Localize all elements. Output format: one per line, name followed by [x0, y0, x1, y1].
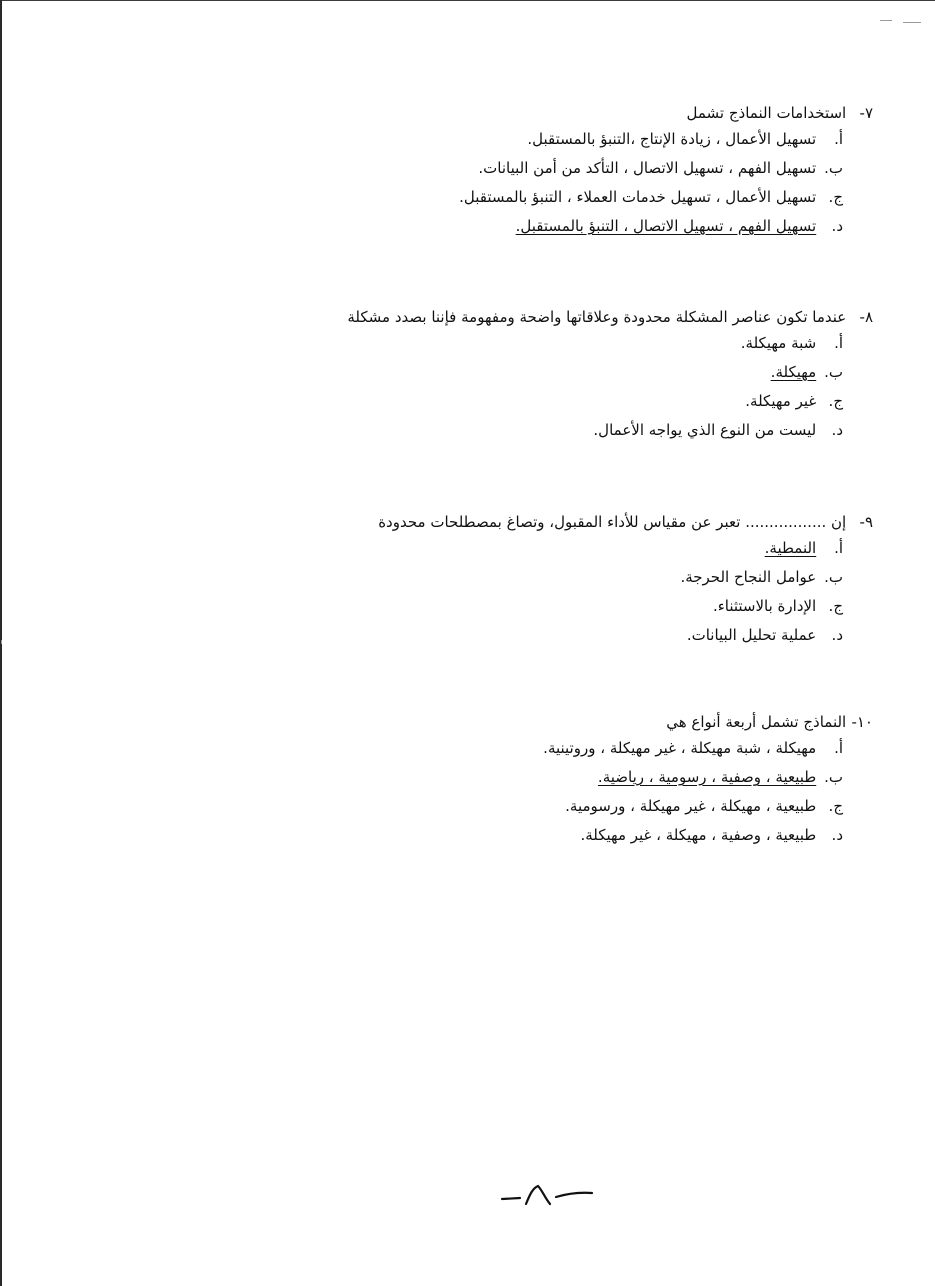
option-answer: [223, 358, 843, 387]
option-answer: [253, 212, 843, 241]
option: [223, 416, 843, 445]
option-letter: ج.: [828, 797, 843, 815]
question-number: ٩-: [859, 513, 873, 531]
option-text: طبيعية ، وصفية ، رسومية ، رياضية.: [597, 768, 817, 786]
question-10: [253, 710, 873, 850]
option: [253, 621, 843, 650]
option: [253, 183, 843, 212]
option-letter: أ.: [834, 739, 843, 757]
page-number-text: [500, 1182, 501, 1183]
handwritten-page-number: [500, 1182, 595, 1212]
option-letter: أ.: [834, 539, 843, 557]
question-number: ٨-: [859, 308, 873, 326]
question-7: [253, 101, 873, 241]
question-8: [223, 305, 873, 445]
scan-speck: [903, 22, 921, 23]
option-text: عوامل النجاح الحرجة.: [680, 568, 817, 586]
option-letter: ج.: [828, 392, 843, 410]
option: [223, 387, 843, 416]
option-letter: د.: [831, 421, 843, 439]
option: [223, 329, 843, 358]
question-stem: [253, 101, 873, 125]
option-text: طبيعية ، مهيكلة ، غير مهيكلة ، ورسومية.: [565, 797, 817, 815]
option-letter: ب.: [824, 363, 843, 381]
scan-edge-top: [0, 0, 935, 1]
option: [253, 563, 843, 592]
option-letter: أ.: [834, 130, 843, 148]
question-stem: [253, 710, 873, 734]
option-text: تسهيل الفهم ، تسهيل الاتصال ، التنبؤ بالمستقبل.: [515, 217, 817, 235]
option-text: تسهيل الفهم ، تسهيل الاتصال ، التأكد من أمن البيانات.: [478, 159, 817, 177]
option-text: الإدارة بالاستثناء.: [712, 597, 817, 615]
option: [253, 592, 843, 621]
option-letter: ب.: [824, 159, 843, 177]
option-letter: ب.: [824, 768, 843, 786]
option-list: [253, 734, 843, 850]
question-text: إن ................. تعبر عن مقياس للأداء المقبول، وتصاغ بمصطلحات محدودة: [378, 513, 847, 531]
question-text: استخدامات النماذج تشمل: [686, 104, 847, 122]
option-text: عملية تحليل البيانات.: [686, 626, 817, 644]
option-letter: د.: [831, 826, 843, 844]
option-text: تسهيل الأعمال ، تسهيل خدمات العملاء ، التنبؤ بالمستقبل.: [459, 188, 817, 206]
option-letter: ج.: [828, 188, 843, 206]
option-text: ليست من النوع الذي يواجه الأعمال.: [593, 421, 817, 439]
option-list: [253, 534, 843, 650]
option-text: مهيكلة.: [770, 363, 817, 381]
option-letter: أ.: [834, 334, 843, 352]
option: [253, 734, 843, 763]
option-text: شبة مهيكلة.: [740, 334, 817, 352]
question-number: ٧-: [859, 104, 873, 122]
option: [253, 154, 843, 183]
option-text: طبيعية ، وصفية ، مهيكلة ، غير مهيكلة.: [580, 826, 817, 844]
option-answer: [253, 534, 843, 563]
page-number: [500, 1182, 595, 1212]
option: [253, 125, 843, 154]
option-letter: ج.: [828, 597, 843, 615]
question-stem: [253, 510, 873, 534]
option-list: [223, 329, 843, 445]
scan-speck: [880, 20, 892, 21]
option-list: [253, 125, 843, 241]
question-text: عندما تكون عناصر المشكلة محدودة وعلاقاتها واضحة ومفهومة فإننا بصدد مشكلة: [347, 308, 847, 326]
option: [253, 792, 843, 821]
option-text: تسهيل الأعمال ، زيادة الإنتاج ،التنبؤ بالمستقبل.: [527, 130, 817, 148]
option: [253, 821, 843, 850]
scan-speck: [1, 640, 2, 644]
option-letter: ب.: [824, 568, 843, 586]
option-text: مهيكلة ، شبة مهيكلة ، غير مهيكلة ، وروتينية.: [543, 739, 817, 757]
option-answer: [253, 763, 843, 792]
option-text: النمطية.: [764, 539, 817, 557]
option-letter: د.: [831, 626, 843, 644]
question-number: ١٠-: [851, 713, 873, 731]
question-stem: [223, 305, 873, 329]
question-text: النماذج تشمل أربعة أنواع هي: [666, 713, 847, 731]
option-text: غير مهيكلة.: [745, 392, 817, 410]
option-letter: د.: [831, 217, 843, 235]
question-9: [253, 510, 873, 650]
